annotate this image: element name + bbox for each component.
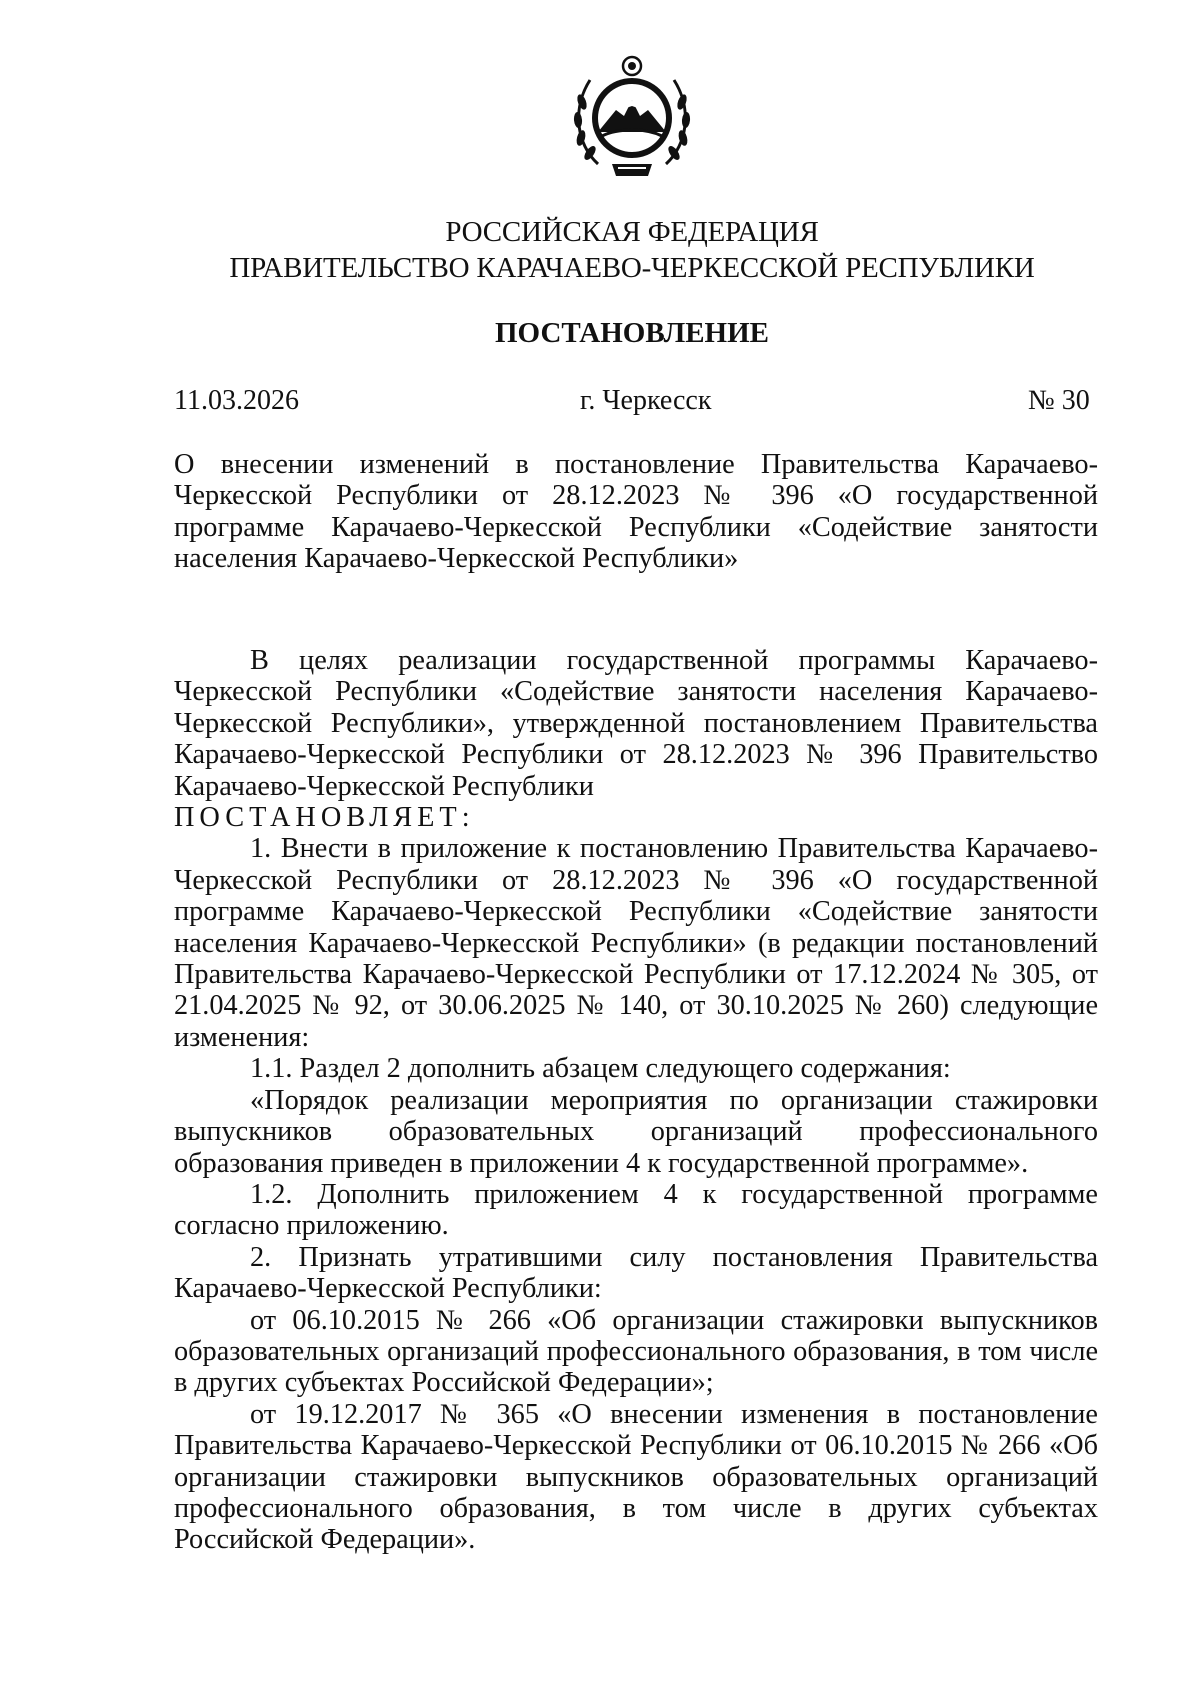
paragraph-1-1-quote: «Порядок реализации мероприятия по организации стажировки выпускников образовательных организаций профессионального образования приведен в приложении 4 к государственной программе». [174, 1084, 1098, 1179]
country-heading: РОССИЙСКАЯ ФЕДЕРАЦИЯ [445, 216, 819, 248]
paragraph-1-1: 1.1. Раздел 2 дополнить абзацем следующего содержания: [250, 1053, 951, 1085]
paragraph-2: 2. Признать утратившими силу постановления Правительства Карачаево-Черкесской Республики: [174, 1241, 1098, 1305]
government-heading: ПРАВИТЕЛЬСТВО КАРАЧАЕВО-ЧЕРКЕССКОЙ РЕСПУБЛИКИ [229, 252, 1035, 284]
document-subject [174, 449, 1098, 575]
decree-word: ПОСТАНОВЛЯЕТ: [174, 802, 475, 834]
document-city: г. Черкесск [580, 385, 712, 416]
paragraph-2-item-1: от 06.10.2015 № 266 «Об организации стажировки выпускников образовательных организаций профессионального образования, в том числе в других субъектах Российской Федерации»; [174, 1304, 1098, 1399]
paragraph-1: 1. Внести в приложение к постановлению Правительства Карачаево-Черкесской Республики от 28.12.2023 № 396 «О государственной программе Карачаево-Черкесской Республики «Содействие занятости населения Карачаево-Черкесской Республики» (в редакции постановлений Правительства Карачаево-Черкесской Республики от 17.12.2024 № 305, от 21.04.2025 № 92, от 30.06.2025 № 140, от 30.10.2025 № 260) следующие изменения: [174, 833, 1098, 1053]
paragraph-2-item-2: от 19.12.2017 № 365 «О внесении изменения в постановление Правительства Карачаево-Черкесской Республики от 06.10.2015 № 266 «Об организации стажировки выпускников образовательных организаций профессионального образования, в том числе в других субъектах Российской Федерации». [174, 1398, 1098, 1556]
preamble-paragraph: В целях реализации государственной программы Карачаево-Черкесской Республики «Содействие занятости населения Карачаево-Черкесской Республики», утвержденной постановлением Правительства Карачаево-Черкесской Республики от 28.12.2023 № 396 Правительство Карачаево-Черкесской Республики [174, 645, 1098, 802]
coat-of-arms-emblem [568, 52, 696, 188]
document-type-title: ПОСТАНОВЛЕНИЕ [494, 317, 769, 349]
document-body [174, 645, 1098, 1556]
document-number: № 30 [1028, 385, 1090, 416]
paragraph-1-2: 1.2. Дополнить приложением 4 к государственной программе согласно приложению. [174, 1178, 1098, 1242]
document-date: 11.03.2026 [174, 385, 299, 416]
subject-text: О внесении изменений в постановление Правительства Карачаево-Черкесской Республики от 28.12.2023 № 396 «О государственной программе Карачаево-Черкесской Республики «Содействие занятости населения Карачаево-Черкесской Республики» [174, 449, 1098, 575]
